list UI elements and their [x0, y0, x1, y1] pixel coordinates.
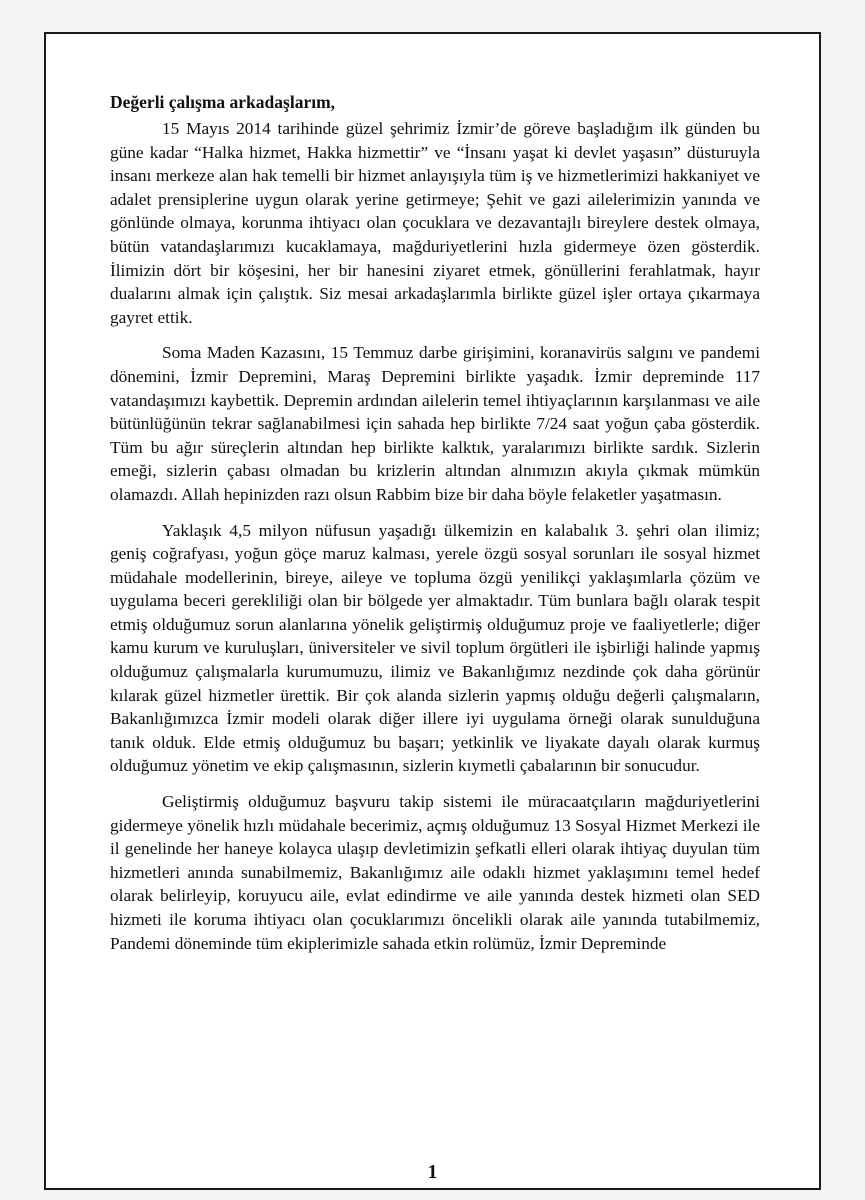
salutation: Değerli çalışma arkadaşlarım,	[110, 92, 336, 112]
paragraph-3: Yaklaşık 4,5 milyon nüfusun yaşadığı ülkemizin en kalabalık 3. şehri olan ilimiz; geniş coğrafyası, yoğun göçe maruz kalması, yerele özgü sosyal sorunları ile sosyal hizmet müdahale modellerinin, bireye, aileye ve topluma özgü yenilikçi yaklaşımlarla çözüm ve uygulama beceri gerekliliği olan bir bölgede yer almaktadır. Tüm bunlara bağlı olarak tespit etmiş olduğumuz sorun alanlarına yönelik geliştirmiş olduğumuz proje ve faaliyetlerle; diğer kamu kurum ve kuruluşları, üniversiteler ve sivil toplum örgütleri ile işbirliği halinde yapmış olduğumuz çalışmalarla kurumumuzu, ilimiz ve Bakanlığımız nezdinde çok daha görünür kılarak güzel hizmetler ürettik. Bir çok alanda sizlerin yapmış olduğu değerli çalışmaların, Bakanlığımızca İzmir modeli olarak diğer illere iyi uygulama örneği olarak sunulduğuna tanık olduk. Elde etmiş olduğumuz bu başarı; yetkinlik ve liyakate dayalı olarak kurmuş olduğumuz yönetim ve ekip çalışmasının, sizlerin kıymetli çabalarının bir sonucudur.	[110, 520, 760, 776]
document-page	[44, 32, 821, 1190]
paragraph-2: Soma Maden Kazasını, 15 Temmuz darbe girişimini, koranavirüs salgını ve pandemi dönemini, İzmir Depremini, Maraş Depremini birlikte yaşadık. İzmir depreminde 117 vatandaşımızı kaybettik. Depremin ardından ailelerin temel ihtiyaçlarının karşılanması ve aile bütünlüğünün tekrar sağlanabilmesi için sahada hep birlikte 7/24 saat yoğun çaba gösterdik. Tüm bu ağır süreçlerin altından hep birlikte kalktık, yaralarımızı birlikte sardık. Sizlerin emeği, sizlerin çabası olmadan bu krizlerin altından alnımızın akıyla çıkmak mümkün olamazdı. Allah hepinizden razı olsun Rabbim bize bir daha böyle felaketler yaşatmasın.	[110, 343, 760, 504]
paragraph-1: 15 Mayıs 2014 tarihinde güzel şehrimiz İzmir’de göreve başladığım ilk günden bu güne kadar “Halka hizmet, Hakka hizmettir” ve “İnsanı yaşat ki devlet yaşasın” düsturuyla insanı merkeze alan hak temelli bir hizmet anlayışıyla tüm iş ve hizmetlerimizi hakkaniyet ve adalet prensiplerine uygun olarak yerine getirmeye; Şehit ve gazi ailelerimizin yanında ve gönlünde olmaya, korunma ihtiyacı olan çocuklara ve dezavantajlı bireylere destek olmaya, bütün vatandaşlarımızı kucaklamaya, mağduriyetlerini hızla gidermeye özen gösterdik. İlimizin dört bir köşesini, her bir hanesini ziyaret etmek, gönüllerini ferahlatmak, hayır dualarını almak için çalıştık. Siz mesai arkadaşlarımla birlikte güzel işler ortaya çıkarmaya gayret ettik.	[110, 119, 760, 327]
paragraph-4: Geliştirmiş olduğumuz başvuru takip sistemi ile müracaatçıların mağduriyetlerini gidermeye yönelik hızlı müdahale becerimiz, açmış olduğumuz 13 Sosyal Hizmet Merkezi ile il genelinde her haneye kolayca ulaşıp devletimizin şefkatli elleri olarak ihtiyaç duyulan tüm hizmetleri anında sunabilmemiz, Bakanlığımız aile odaklı hizmet yaklaşımını temel hedef olarak belirleyip, koruyucu aile, evlat edindirme ve aile yanında destek hizmeti olan SED hizmeti ile koruma ihtiyacı olan çocuklarımızı öncelikli olarak aile yanında tutabilmemiz, Pandemi döneminde tüm ekiplerimizle sahada etkin rolümüz, İzmir Depreminde	[110, 792, 760, 953]
page-number: 1	[427, 1161, 438, 1183]
letter-body	[110, 90, 760, 967]
